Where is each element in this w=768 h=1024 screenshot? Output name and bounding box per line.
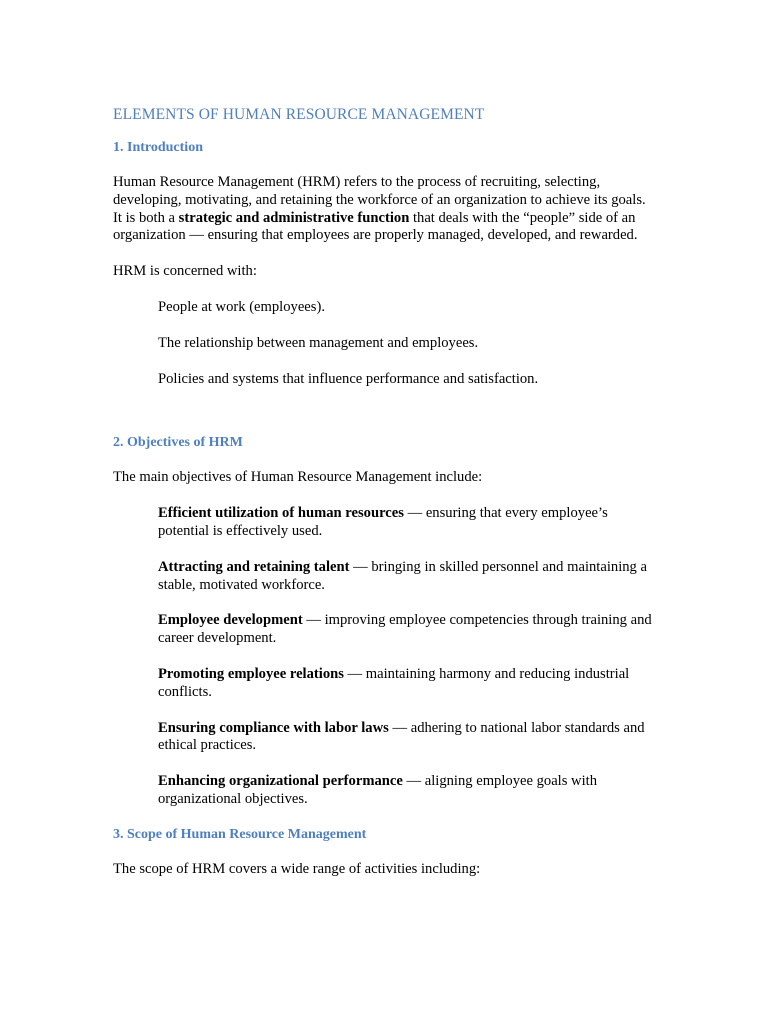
objective-item: [158, 666, 658, 702]
concerned-with-label: HRM is concerned with:: [113, 263, 257, 280]
objective-item: [158, 612, 658, 648]
objective-item: [158, 773, 658, 809]
document-title: ELEMENTS OF HUMAN RESOURCE MANAGEMENT: [113, 106, 485, 123]
objective-item: [158, 559, 658, 595]
intro-paragraph-2-suffix: that deals with the “people” side of an organization — ensuring that employees are properly managed, developed, and rewarded.: [113, 209, 638, 244]
intro-paragraph-2-prefix: It is both a: [113, 209, 179, 226]
concern-item: Policies and systems that influence performance and satisfaction.: [158, 370, 539, 387]
section-heading-scope: 3. Scope of Human Resource Management: [113, 826, 367, 842]
objective-term: Attracting and retaining talent: [158, 558, 350, 575]
document-page: [113, 104, 658, 879]
objective-term: Ensuring compliance with labor laws: [158, 719, 389, 736]
objective-desc: — adhering to national labor standards and ethical practices.: [158, 719, 645, 754]
objective-term: Efficient utilization of human resources: [158, 505, 404, 522]
section-heading-introduction: 1. Introduction: [113, 140, 203, 155]
objective-desc: — bringing in skilled personnel and maintaining a stable, motivated workforce.: [158, 558, 647, 593]
objective-term: Promoting employee relations: [158, 665, 344, 682]
objective-desc: — maintaining harmony and reducing industrial conflicts.: [158, 665, 630, 700]
objectives-intro: The main objectives of Human Resource Management include:: [113, 469, 483, 486]
concern-item: The relationship between management and employees.: [158, 334, 479, 351]
objective-desc: — aligning employee goals with organizational objectives.: [158, 773, 598, 807]
intro-paragraph: [113, 174, 658, 245]
objective-term: Employee development: [158, 612, 303, 629]
concern-item: People at work (employees).: [158, 298, 325, 315]
scope-intro: The scope of HRM covers a wide range of activities including:: [113, 860, 481, 877]
intro-paragraph-2-bold: strategic and administrative function: [178, 209, 410, 226]
objective-term: Enhancing organizational performance: [158, 773, 403, 790]
objective-desc: — ensuring that every employee’s potential is effectively used.: [158, 505, 608, 539]
objective-item: [158, 720, 658, 756]
section-heading-objectives: 2. Objectives of HRM: [113, 435, 243, 451]
intro-paragraph-text: Human Resource Management (HRM) refers to the process of recruiting, selecting, developing, motivating, and retaining the workforce of an organization to achieve its goals.: [113, 174, 646, 208]
objective-item: [158, 505, 658, 541]
objective-desc: — improving employee competencies through training and career development.: [158, 612, 652, 647]
